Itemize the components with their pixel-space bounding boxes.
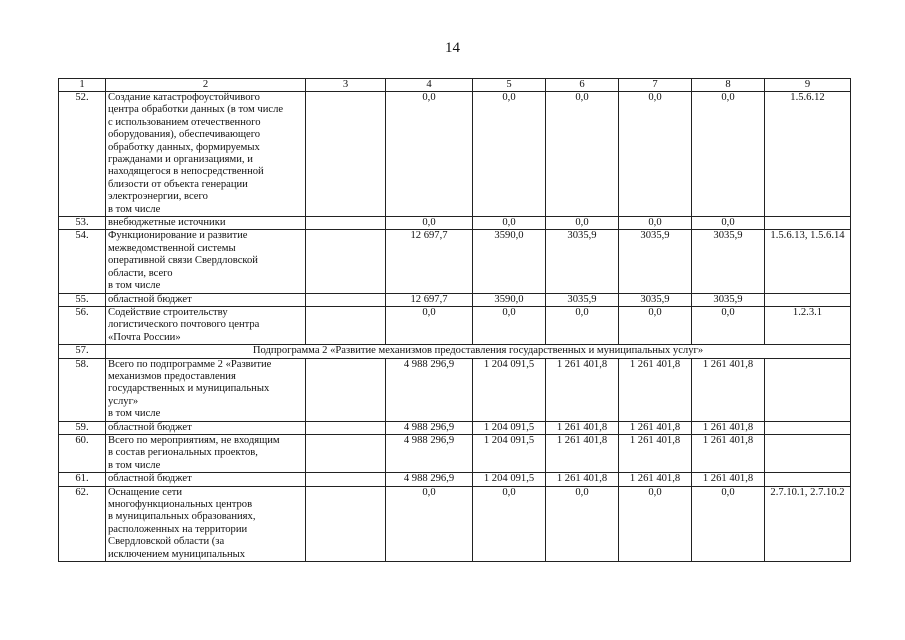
table-row (59, 345, 851, 358)
column-header: 2 (106, 79, 306, 92)
table-row (59, 306, 851, 344)
row-name-cell: областной бюджет (106, 421, 306, 434)
total-cell: 4 988 296,9 (386, 434, 473, 472)
col3-cell (306, 421, 386, 434)
year4-cell: 3035,9 (692, 293, 765, 306)
row-name-cell: Создание катастрофоустойчивого центра обработки данных (в том числе с использованием отечественного оборудования), обеспечивающего обработку данных, формируемых гражданами и организациями, и находящегося в непосредственной близости от объекта генерации электроэнергии, всего в том числе (106, 92, 306, 217)
target-index-cell (765, 421, 851, 434)
row-number-cell: 61. (59, 473, 106, 486)
year4-cell: 0,0 (692, 306, 765, 344)
column-header: 8 (692, 79, 765, 92)
budget-table (58, 78, 851, 562)
table-row (59, 358, 851, 421)
year2-cell: 1 261 401,8 (546, 434, 619, 472)
year2-cell: 0,0 (546, 217, 619, 230)
col3-cell (306, 473, 386, 486)
total-cell: 4 988 296,9 (386, 358, 473, 421)
row-name-cell: внебюджетные источники (106, 217, 306, 230)
header-row (59, 79, 851, 92)
year3-cell: 0,0 (619, 92, 692, 217)
table-row (59, 473, 851, 486)
year1-cell: 1 204 091,5 (473, 434, 546, 472)
col3-cell (306, 306, 386, 344)
column-header: 5 (473, 79, 546, 92)
target-index-cell (765, 434, 851, 472)
row-number-cell: 55. (59, 293, 106, 306)
target-index-cell (765, 293, 851, 306)
target-index-cell (765, 473, 851, 486)
col3-cell (306, 92, 386, 217)
col3-cell (306, 230, 386, 293)
year2-cell: 1 261 401,8 (546, 358, 619, 421)
table-row (59, 293, 851, 306)
total-cell: 0,0 (386, 306, 473, 344)
year1-cell: 3590,0 (473, 230, 546, 293)
column-header: 6 (546, 79, 619, 92)
year2-cell: 1 261 401,8 (546, 473, 619, 486)
table-row (59, 92, 851, 217)
year3-cell: 0,0 (619, 217, 692, 230)
year3-cell: 1 261 401,8 (619, 358, 692, 421)
year3-cell: 0,0 (619, 486, 692, 561)
row-name-cell: областной бюджет (106, 473, 306, 486)
column-header: 9 (765, 79, 851, 92)
col3-cell (306, 486, 386, 561)
total-cell: 0,0 (386, 217, 473, 230)
row-number-cell: 57. (59, 345, 106, 358)
year3-cell: 1 261 401,8 (619, 473, 692, 486)
target-index-cell (765, 217, 851, 230)
year1-cell: 1 204 091,5 (473, 358, 546, 421)
subprogram-title-cell: Подпрограмма 2 «Развитие механизмов предоставления государственных и муниципальных услуг» (106, 345, 851, 358)
target-index-cell: 2.7.10.1, 2.7.10.2 (765, 486, 851, 561)
year2-cell: 0,0 (546, 306, 619, 344)
table-row (59, 421, 851, 434)
row-number-cell: 54. (59, 230, 106, 293)
year1-cell: 1 204 091,5 (473, 473, 546, 486)
table-row (59, 230, 851, 293)
year4-cell: 0,0 (692, 92, 765, 217)
row-number-cell: 62. (59, 486, 106, 561)
year4-cell: 1 261 401,8 (692, 473, 765, 486)
target-index-cell: 1.5.6.12 (765, 92, 851, 217)
row-name-cell: областной бюджет (106, 293, 306, 306)
row-name-cell: Содействие строительству логистического почтового центра «Почта России» (106, 306, 306, 344)
col3-cell (306, 293, 386, 306)
year3-cell: 1 261 401,8 (619, 434, 692, 472)
col3-cell (306, 434, 386, 472)
page-number: 14 (445, 40, 460, 56)
total-cell: 0,0 (386, 486, 473, 561)
row-number-cell: 59. (59, 421, 106, 434)
year3-cell: 3035,9 (619, 293, 692, 306)
row-number-cell: 60. (59, 434, 106, 472)
year3-cell: 3035,9 (619, 230, 692, 293)
row-number-cell: 56. (59, 306, 106, 344)
row-name-cell: Всего по подпрограмме 2 «Развитие механизмов предоставления государственных и муниципальных услуг» в том числе (106, 358, 306, 421)
column-header: 7 (619, 79, 692, 92)
table-body (59, 79, 851, 562)
target-index-cell (765, 358, 851, 421)
col3-cell (306, 217, 386, 230)
target-index-cell: 1.2.3.1 (765, 306, 851, 344)
total-cell: 0,0 (386, 92, 473, 217)
year2-cell: 3035,9 (546, 293, 619, 306)
year4-cell: 1 261 401,8 (692, 421, 765, 434)
total-cell: 12 697,7 (386, 293, 473, 306)
year1-cell: 3590,0 (473, 293, 546, 306)
total-cell: 4 988 296,9 (386, 421, 473, 434)
year1-cell: 1 204 091,5 (473, 421, 546, 434)
year3-cell: 1 261 401,8 (619, 421, 692, 434)
year1-cell: 0,0 (473, 306, 546, 344)
row-name-cell: Всего по мероприятиям, не входящим в состав региональных проектов, в том числе (106, 434, 306, 472)
year4-cell: 3035,9 (692, 230, 765, 293)
total-cell: 4 988 296,9 (386, 473, 473, 486)
row-number-cell: 52. (59, 92, 106, 217)
year2-cell: 3035,9 (546, 230, 619, 293)
year1-cell: 0,0 (473, 486, 546, 561)
year2-cell: 1 261 401,8 (546, 421, 619, 434)
year4-cell: 1 261 401,8 (692, 434, 765, 472)
row-number-cell: 58. (59, 358, 106, 421)
year4-cell: 0,0 (692, 217, 765, 230)
column-header: 4 (386, 79, 473, 92)
column-header: 1 (59, 79, 106, 92)
col3-cell (306, 358, 386, 421)
target-index-cell: 1.5.6.13, 1.5.6.14 (765, 230, 851, 293)
table-row (59, 217, 851, 230)
year1-cell: 0,0 (473, 217, 546, 230)
year1-cell: 0,0 (473, 92, 546, 217)
table-row (59, 486, 851, 561)
row-number-cell: 53. (59, 217, 106, 230)
year2-cell: 0,0 (546, 92, 619, 217)
year2-cell: 0,0 (546, 486, 619, 561)
year4-cell: 0,0 (692, 486, 765, 561)
total-cell: 12 697,7 (386, 230, 473, 293)
row-name-cell: Оснащение сети многофункциональных центров в муниципальных образованиях, расположенных на территории Свердловской области (за исключением муниципальных (106, 486, 306, 561)
row-name-cell: Функционирование и развитие межведомственной системы оперативной связи Свердловской области, всего в том числе (106, 230, 306, 293)
column-header: 3 (306, 79, 386, 92)
year4-cell: 1 261 401,8 (692, 358, 765, 421)
year3-cell: 0,0 (619, 306, 692, 344)
table-row (59, 434, 851, 472)
